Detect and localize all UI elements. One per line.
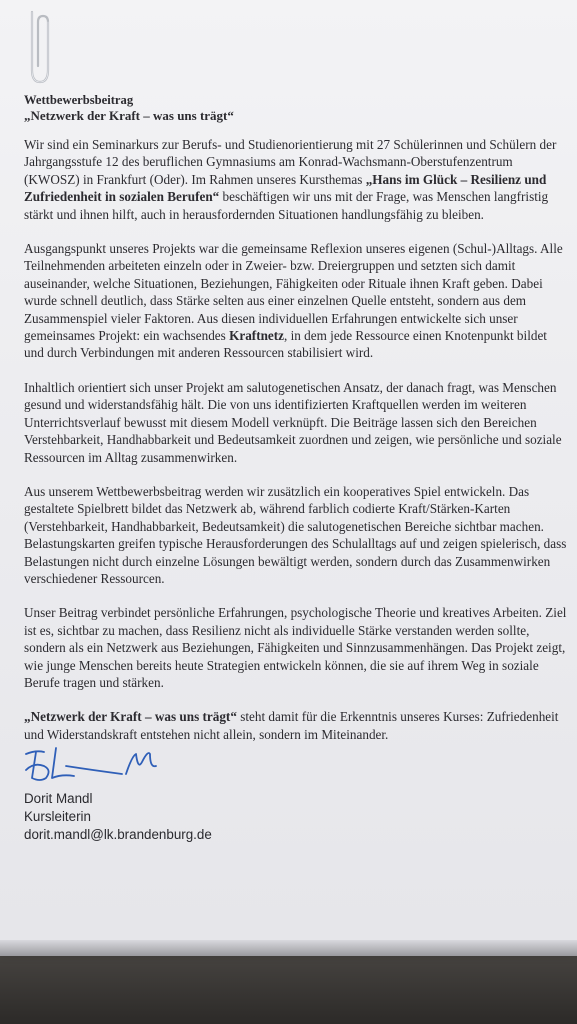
paragraph-intro [24, 136, 570, 223]
letter-title: „Netzwerk der Kraft – was uns trägt“ [24, 108, 234, 123]
paragraph-closing [24, 708, 570, 743]
handwritten-signature [22, 740, 282, 790]
letter-body [24, 92, 570, 760]
paragraph-starting-point-text-a: Ausgangspunkt unseres Projekts war die gemeinsame Reflexion unseres eigenen (Schul-)Alltags. Alle Teilnehmenden arbeiteten einzeln oder in Zweier- bzw. Dreiergruppen und setzten sich damit auseinander, welche Situationen, Beziehungen, Fähigkeiten oder Rituale ihnen Kraft geben. Dabei wurde schnell deutlich, dass Stärke selten aus einer einzelnen Quelle entsteht, sondern aus dem Zusammenspiel vieler Faktoren. Aus diesen individuellen Erfahrungen entwickelte sich unser gemeinsames Projekt: ein wachsendes [24, 241, 563, 344]
signer-email: dorit.mandl@lk.brandenburg.de [24, 827, 212, 842]
signer-role: Kursleiterin [24, 809, 91, 824]
paragraph-goal: Unser Beitrag verbindet persönliche Erfahrungen, psychologische Theorie und kreatives Arbeiten. Ziel ist es, sichtbar zu machen, dass Resilienz nicht als individuelle Stärke verstanden werden sollte, sondern als ein Netzwerk aus Beziehungen, Fähigkeiten und Sinnzusammenhängen. Das Projekt zeigt, wie junge Menschen bereits heute Strategien entwickeln können, die sie auf ihrem Weg in soziale Berufe tragen und stärken. [24, 605, 567, 690]
signer-name: Dorit Mandl [24, 791, 93, 806]
paragraph-content: Inhaltlich orientiert sich unser Projekt am salutogenetischen Ansatz, der danach fragt, was Menschen gesund und widerstandsfähig hält. Die von uns identifizierten Kraftquellen werden im weiteren Unterrichtsverlauf bewusst mit diesem Modell verknüpft. Die Beiträge lassen sich den Bereichen Verstehbarkeit, Handhabbarkeit und Bedeutsamkeit zuordnen und zeigen, wie persönliche und soziale Ressourcen im Alltag zusammenwirken. [24, 379, 562, 465]
course-theme: „Hans im Glück – Resilienz und Zufriedenheit in sozialen Berufen“ [24, 171, 547, 205]
paragraph-game: Aus unserem Wettbewerbsbeitrag werden wir zusätzlich ein kooperatives Spiel entwickeln. Das gestaltete Spielbrett bildet das Netzwerk ab, während farblich codierte Kraft/Stärken-Karten (Verstehbarkeit, Handhabbarkeit, Bedeutsamkeit) die salutogenetischen Bereiche sichtbar machen. Belastungskarten greifen typische Herausforderungen des Schulalltags auf und zeigen spielerisch, dass Belastungen nicht durch einzelne Lösungen bewältigt werden, sondern durch das Zusammenwirken verschiedener Ressourcen. [24, 483, 567, 586]
paperclip-icon [22, 8, 52, 88]
closing-title: „Netzwerk der Kraft – was uns trägt“ [24, 709, 237, 725]
kraftnetz-term: Kraftnetz [229, 328, 285, 344]
background-surface [0, 944, 577, 1024]
paragraph-starting-point [24, 240, 570, 362]
signature-block [24, 790, 212, 844]
paper-edge [0, 940, 577, 956]
letter-label: Wettbewerbsbeitrag [24, 93, 134, 107]
paragraph-starting-point-text-c: , in dem jede Ressource einen Knotenpunkt bildet und durch Verbindungen mit anderen Ressourcen stabilisiert wird. [24, 328, 547, 361]
paragraph-intro-text-c: beschäftigen wir uns mit der Frage, was Menschen langfristig stärkt und ihnen hilft, auch in herausfordernden Situationen handlungsfähig zu bleiben. [24, 189, 549, 222]
paragraph-intro-text-a: Wir sind ein Seminarkurs zur Berufs- und Studienorientierung mit 27 Schülerinnen und Schülern der Jahrgangsstufe 12 des beruflichen Gymnasiums am Konrad-Wachsmann-Oberstufenzentrum (KWOSZ) in Frankfurt (Oder). Im Rahmen unseres Kursthemas [24, 137, 557, 187]
closing-text: steht damit für die Erkenntnis unseres Kurses: Zufriedenheit und Widerstandskraft entstehen nicht allein, sondern im Miteinander. [24, 709, 559, 742]
